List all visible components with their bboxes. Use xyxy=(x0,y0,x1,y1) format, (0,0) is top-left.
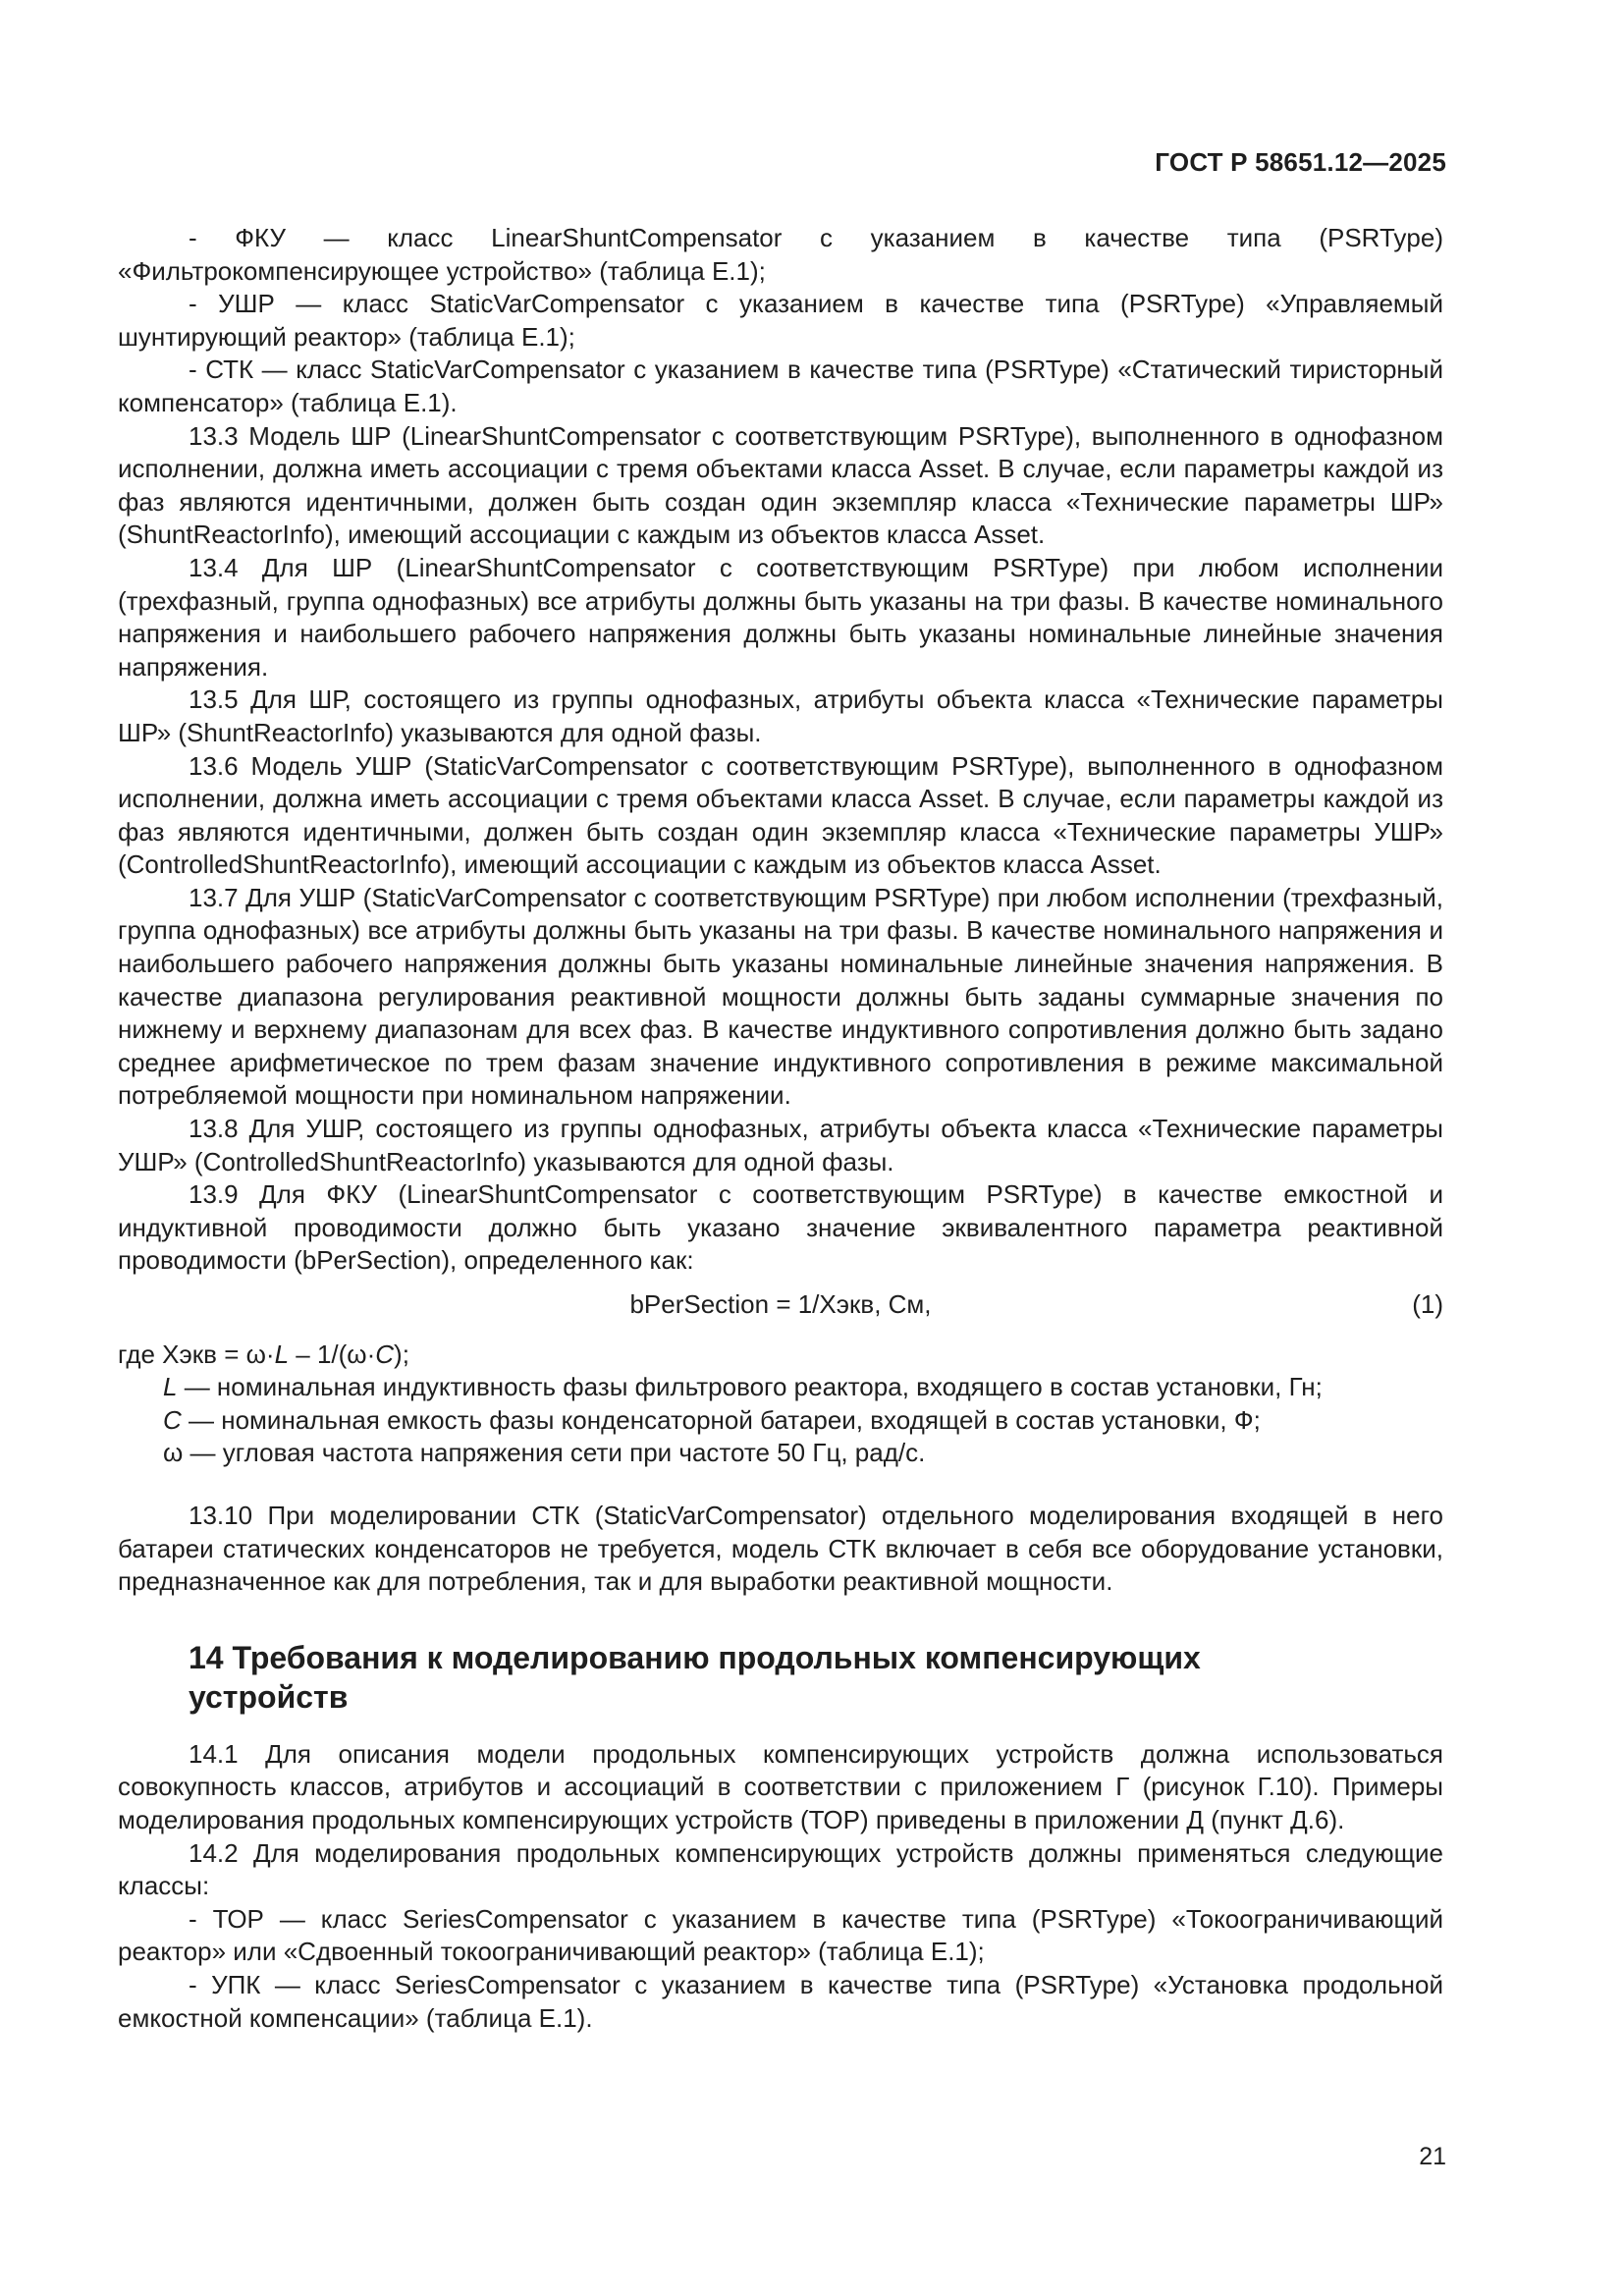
legend-symbol-l: L xyxy=(163,1372,178,1402)
legend-item-l xyxy=(118,1371,1443,1404)
paragraph-14-1: 14.1 Для описания модели продольных компенсирующих устройств должна использоваться совокупность классов, атрибутов и ассоциаций в соответствии с приложением Г (рисунок Г.10). Примеры моделирования продольных компенсирующих устройств (ТОР) приведены в приложении Д (пункт Д.6). xyxy=(118,1738,1443,1834)
list-item-stk: - СТК — класс StaticVarCompensator с указанием в качестве типа (PSRType) «Статический тиристорный компенсатор» (таблица Е.1). xyxy=(118,355,1443,417)
formula-where-clause xyxy=(118,1339,1443,1372)
legend-text-omega: — угловая частота напряжения сети при частоте 50 Гц, рад/с. xyxy=(183,1438,926,1468)
where-mid: – 1/(ω· xyxy=(289,1339,376,1369)
list-item-ushr: - УШР — класс StaticVarCompensator с указанием в качестве типа (PSRType) «Управляемый шунтирующий реактор» (таблица Е.1); xyxy=(118,289,1443,352)
page-content xyxy=(118,222,1443,2035)
list-item-fku: - ФКУ — класс LinearShuntCompensator с указанием в качестве типа (PSRType) «Фильтрокомпенсирующее устройство» (таблица Е.1); xyxy=(118,223,1443,286)
document-header-standard-id: ГОСТ Р 58651.12—2025 xyxy=(1155,147,1446,177)
legend-symbol-omega: ω xyxy=(163,1438,184,1468)
legend-item-omega xyxy=(118,1437,1443,1470)
section-14-heading: 14 Требования к моделированию продольных компенсирующих устройств xyxy=(189,1639,1201,1715)
where-suffix: ); xyxy=(394,1339,409,1369)
where-symbol-c: C xyxy=(375,1339,395,1369)
paragraph-13-3: 13.3 Модель ШР (LinearShuntCompensator с соответствующим PSRType), выполненного в однофазном исполнении, должна иметь ассоциации с тремя объектами класса Asset. В случае, если параметры каждой из фаз являются идентичными, должен быть создан один экземпляр класса «Технические параметры ШР» (ShuntReactorInfo), имеющий ассоциации с каждым из объектов класса Asset. xyxy=(118,420,1443,550)
paragraph-13-4: 13.4 Для ШР (LinearShuntCompensator с соответствующим PSRType) при любом исполнении (трехфазный, группа однофазных) все атрибуты должны быть указаны на три фазы. В качестве номинального напряжения и наибольшего рабочего напряжения должны быть указаны номинальные линейные значения напряжения. xyxy=(118,552,1443,682)
spacer xyxy=(118,1470,1443,1500)
paragraph-14-2: 14.2 Для моделирования продольных компенсирующих устройств должны применяться следующие классы: xyxy=(118,1837,1443,1901)
list-item-upk: - УПК — класс SeriesCompensator с указанием в качестве типа (PSRType) «Установка продольной емкостной компенсации» (таблица Е.1). xyxy=(118,1969,1443,2033)
paragraph-13-6: 13.6 Модель УШР (StaticVarCompensator с соответствующим PSRType), выполненного в однофазном исполнении, должна иметь ассоциации с тремя объектами класса Asset. В случае, если параметры каждой из фаз являются идентичными, должен быть создан один экземпляр класса «Технические параметры УШР» (ControlledShuntReactorInfo), имеющий ассоциации с каждым из объектов класса Asset. xyxy=(118,750,1443,880)
paragraph-13-8: 13.8 Для УШР, состоящего из группы однофазных, атрибуты объекта класса «Технические параметры УШР» (ControlledShuntReactorInfo) указываются для одной фазы. xyxy=(118,1114,1443,1176)
paragraph-13-7: 13.7 Для УШР (StaticVarCompensator с соответствующим PSRType) при любом исполнении (трехфазный, группа однофазных) все атрибуты должны быть указаны на три фазы. В качестве номинального напряжения и наибольшего рабочего напряжения должны быть указаны номинальные линейные значения напряжения. В качестве диапазона регулирования реактивной мощности должны быть заданы суммарные значения по нижнему и верхнему диапазонам для всех фаз. В качестве индуктивного сопротивления должно быть задано среднее арифметическое по трем фазам значение индуктивного сопротивления в режиме максимальной потребляемой мощности при номинальном напряжении. xyxy=(118,882,1443,1111)
legend-text-c: — номинальная емкость фазы конденсаторной батареи, входящей в состав установки, Ф; xyxy=(181,1404,1261,1435)
legend-item-c xyxy=(118,1404,1443,1438)
paragraph-13-10: 13.10 При моделировании СТК (StaticVarCompensator) отдельного моделирования входящей в него батареи статических конденсаторов не требуется, модель СТК включает в себя все оборудование установки, предназначенное как для потребления, так и для выработки реактивной мощности. xyxy=(118,1500,1443,1597)
list-item-tor: - ТОР — класс SeriesCompensator с указанием в качестве типа (PSRType) «Токоограничивающий реактор» или «Сдвоенный токоограничивающий реактор» (таблица Е.1); xyxy=(118,1903,1443,1967)
page-number: 21 xyxy=(1419,2143,1446,2170)
where-prefix: где Xэкв = ω· xyxy=(118,1339,275,1369)
formula-expression: bPerSection = 1/Xэкв, См, xyxy=(629,1289,932,1319)
formula-number: (1) xyxy=(1412,1289,1443,1319)
where-symbol-l: L xyxy=(274,1339,290,1369)
legend-text-l: — номинальная индуктивность фазы фильтрового реактора, входящего в состав установки, Гн; xyxy=(177,1372,1323,1402)
paragraph-13-5: 13.5 Для ШР, состоящего из группы однофазных, атрибуты объекта класса «Технические параметры ШР» (ShuntReactorInfo) указываются для одной фазы. xyxy=(118,684,1443,747)
legend-symbol-c: C xyxy=(163,1404,182,1435)
formula-1 xyxy=(118,1288,1443,1322)
paragraph-13-9: 13.9 Для ФКУ (LinearShuntCompensator с соответствующим PSRType) в качестве емкостной и индуктивной проводимости должно быть указано значение эквивалентного параметра реактивной проводимости (bPerSection), определенного как: xyxy=(118,1179,1443,1276)
